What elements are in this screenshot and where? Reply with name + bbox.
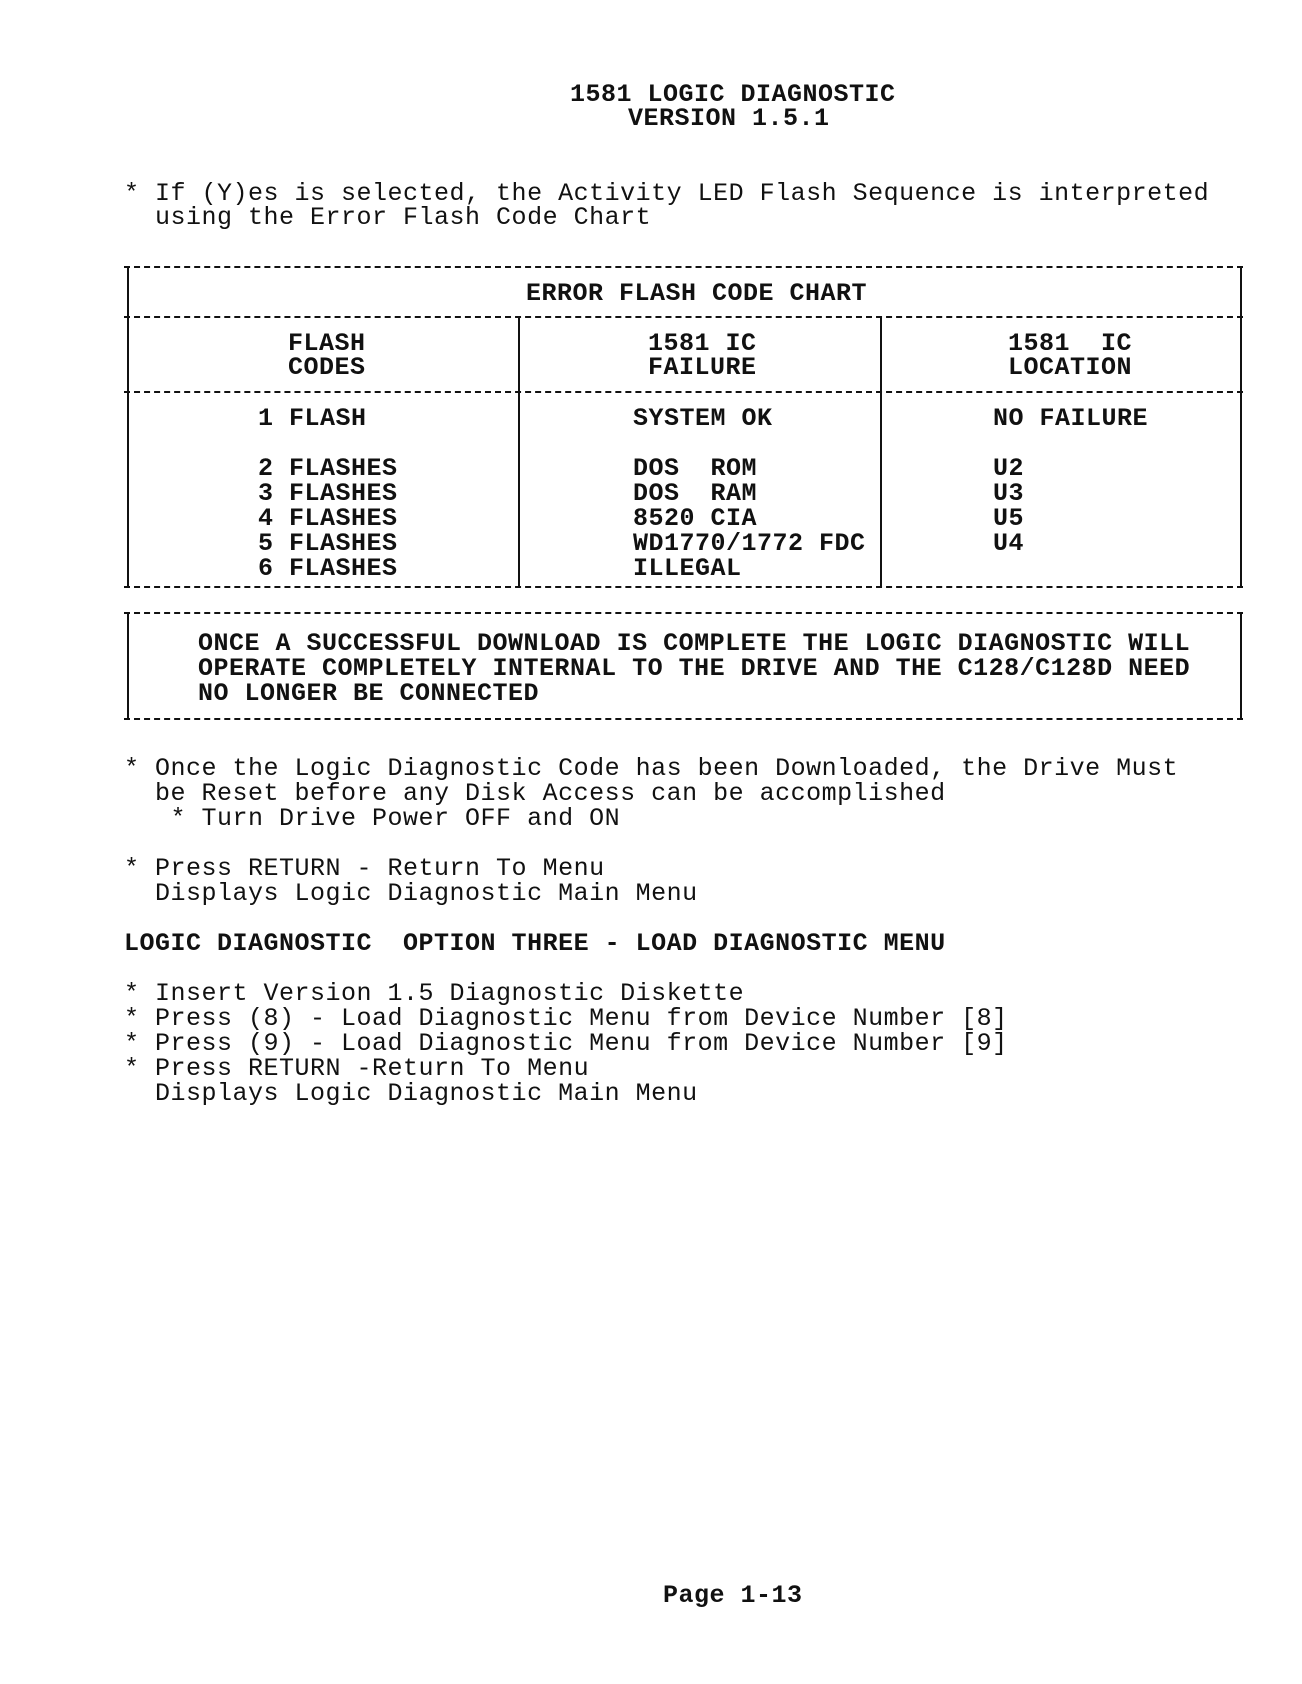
row-4-failure: 8520 CIA (633, 504, 758, 533)
option-three-item-2: * Press (8) - Load Diagnostic Menu from Device Number [8] (124, 1004, 1008, 1033)
row-3-location: U3 (993, 479, 1025, 508)
header-ic-location-1: 1581 IC (1008, 329, 1133, 358)
row-1-location: NO FAILURE (993, 404, 1149, 433)
chart-header-divider (124, 391, 1243, 393)
option-three-heading: LOGIC DIAGNOSTIC OPTION THREE - LOAD DIAGNOSTIC MENU (124, 929, 946, 958)
intro-line-1: * If (Y)es is selected, the Activity LED Flash Sequence is interpreted (124, 179, 1210, 208)
row-3-failure: DOS RAM (633, 479, 758, 508)
row-4-code: 4 FLASHES (258, 504, 398, 533)
option-three-item-3: * Press (9) - Load Diagnostic Menu from Device Number [9] (124, 1029, 1008, 1058)
chart-title: ERROR FLASH CODE CHART (526, 279, 868, 308)
reset-line-3: * Turn Drive Power OFF and ON (124, 804, 621, 833)
reset-line-1: * Once the Logic Diagnostic Code has been Downloaded, the Drive Must (124, 754, 1179, 783)
notice-line-3: NO LONGER BE CONNECTED (198, 679, 540, 708)
return-line-1: * Press RETURN - Return To Menu (124, 854, 605, 883)
chart-title-divider (124, 316, 1243, 318)
row-2-code: 2 FLASHES (258, 454, 398, 483)
row-1-code: 1 FLASH (258, 404, 367, 433)
page-subtitle: VERSION 1.5.1 (628, 104, 830, 133)
page-number: Page 1-13 (663, 1581, 803, 1610)
chart-top-border (124, 266, 1243, 268)
chart-column-divider-2 (880, 318, 882, 586)
row-3-code: 3 FLASHES (258, 479, 398, 508)
header-flash-codes-1: FLASH (288, 329, 366, 358)
chart-bottom-border (124, 586, 1243, 588)
row-5-failure: WD1770/1772 FDC (633, 529, 866, 558)
reset-line-2: be Reset before any Disk Access can be accomplished (124, 779, 946, 808)
chart-column-divider-1 (518, 318, 520, 586)
notice-top-border (124, 612, 1243, 614)
intro-line-2: using the Error Flash Code Chart (124, 203, 652, 232)
option-three-item-1: * Insert Version 1.5 Diagnostic Diskette (124, 979, 745, 1008)
row-5-location: U4 (993, 529, 1025, 558)
row-2-location: U2 (993, 454, 1025, 483)
row-1-failure: SYSTEM OK (633, 404, 773, 433)
option-three-item-5: Displays Logic Diagnostic Main Menu (124, 1079, 698, 1108)
row-2-failure: DOS ROM (633, 454, 758, 483)
row-6-code: 6 FLASHES (258, 554, 398, 583)
notice-right-border (1240, 614, 1242, 718)
option-three-item-4: * Press RETURN -Return To Menu (124, 1054, 590, 1083)
row-6-failure: ILLEGAL (633, 554, 742, 583)
row-4-location: U5 (993, 504, 1025, 533)
header-ic-location-2: LOCATION (1008, 353, 1133, 382)
notice-left-border (127, 614, 129, 718)
header-ic-failure-1: 1581 IC (648, 329, 757, 358)
notice-line-2: OPERATE COMPLETELY INTERNAL TO THE DRIVE AND THE C128/C128D NEED (198, 654, 1191, 683)
page-title: 1581 LOGIC DIAGNOSTIC (570, 80, 896, 109)
return-line-2: Displays Logic Diagnostic Main Menu (124, 879, 698, 908)
header-ic-failure-2: FAILURE (648, 353, 757, 382)
header-flash-codes-2: CODES (288, 353, 366, 382)
row-5-code: 5 FLASHES (258, 529, 398, 558)
notice-bottom-border (124, 718, 1243, 720)
notice-line-1: ONCE A SUCCESSFUL DOWNLOAD IS COMPLETE THE LOGIC DIAGNOSTIC WILL (198, 629, 1191, 658)
